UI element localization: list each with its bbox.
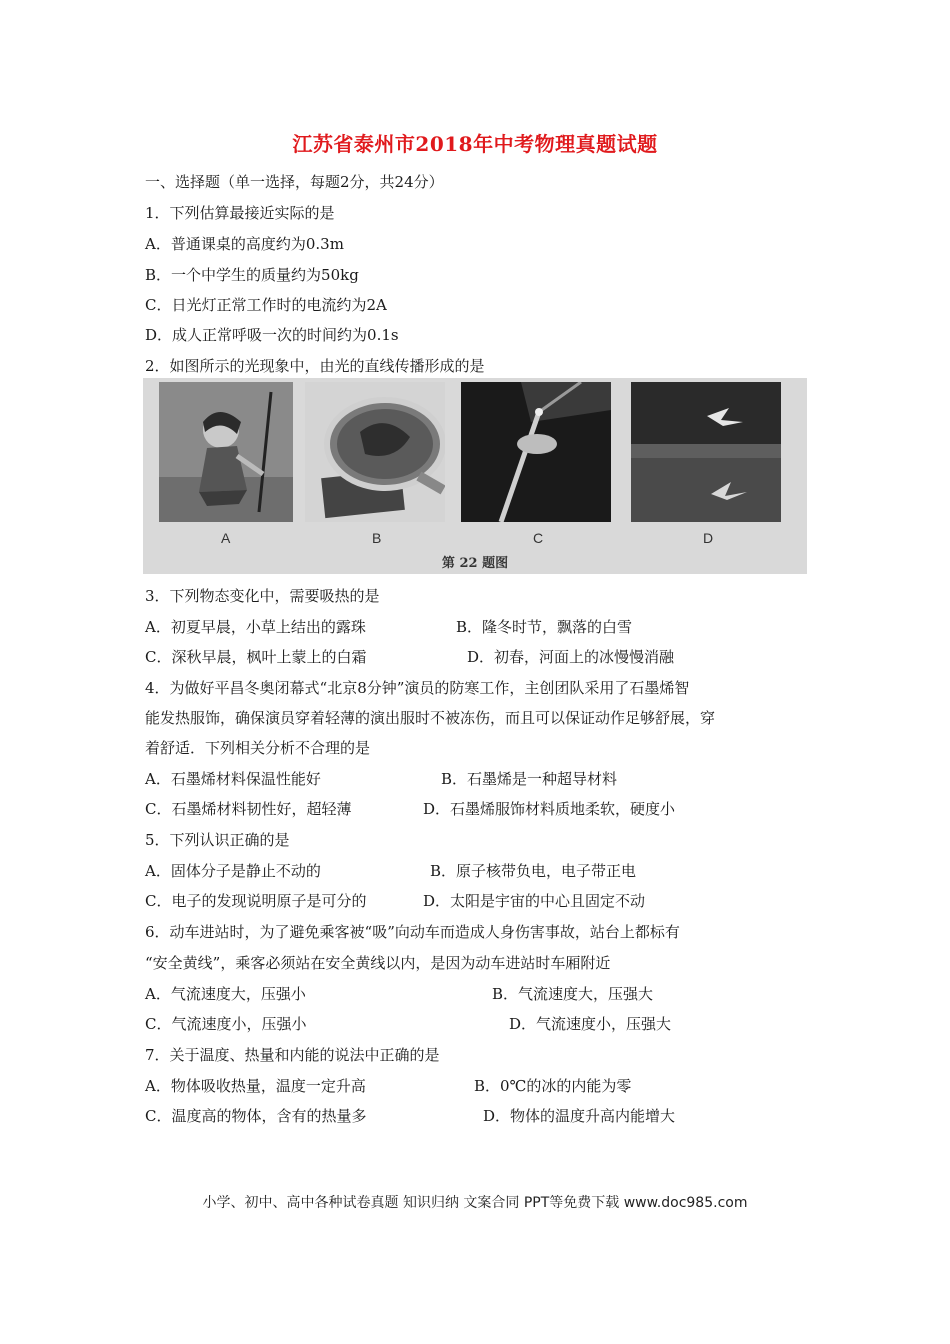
q2-stem: 2．如图所示的光现象中，由光的直线传播形成的是 bbox=[145, 357, 485, 375]
q4-option-d: D．石墨烯服饰材料质地柔软，硬度小 bbox=[423, 800, 676, 818]
q4-stem-line-2: 能发热服饰，确保演员穿着轻薄的演出服时不被冻伤，而且可以保证动作足够舒展，穿 bbox=[145, 709, 716, 727]
q4-option-a: A．石墨烯材料保温性能好 bbox=[145, 770, 321, 788]
q1-option-d: D．成人正常呼吸一次的时间约为0.1s bbox=[145, 326, 399, 344]
q7-stem: 7．关于温度、热量和内能的说法中正确的是 bbox=[145, 1046, 440, 1064]
q5-option-d: D．太阳是宇宙的中心且固定不动 bbox=[423, 892, 646, 910]
q1-option-b: B．一个中学生的质量约为50kg bbox=[145, 266, 359, 284]
q5-option-b: B．原子核带负电，电子带正电 bbox=[430, 862, 637, 880]
q1-option-c: C．日光灯正常工作时的电流约为2A bbox=[145, 296, 387, 314]
q3-option-a: A．初夏早晨，小草上结出的露珠 bbox=[145, 618, 366, 636]
q3-stem: 3．下列物态变化中，需要吸热的是 bbox=[145, 587, 380, 605]
q2-figure bbox=[143, 378, 807, 574]
panel-c-illustration bbox=[461, 382, 611, 522]
q3-option-d: D．初春，河面上的冰慢慢消融 bbox=[467, 648, 675, 666]
q7-option-b: B．0℃的冰的内能为零 bbox=[474, 1077, 632, 1095]
figure-label-a: A bbox=[221, 530, 231, 546]
q3-option-b: B．隆冬时节，飘落的白雪 bbox=[456, 618, 633, 636]
q6-stem-line-1: 6．动车进站时，为了避免乘客被“吸”向动车而造成人身伤害事故，站台上都标有 bbox=[145, 923, 680, 941]
figure-caption: 第 22 题图 bbox=[441, 556, 509, 571]
q6-stem-line-2: “安全黄线”，乘客必须站在安全黄线以内，是因为动车进站时车厢附近 bbox=[145, 954, 611, 972]
q4-option-c: C．石墨烯材料韧性好，超轻薄 bbox=[145, 800, 352, 818]
q5-option-a: A．固体分子是静止不动的 bbox=[145, 862, 321, 880]
q6-option-a: A．气流速度大，压强小 bbox=[145, 985, 306, 1003]
figure-label-c: C bbox=[533, 530, 544, 546]
q4-stem-line-1: 4．为做好平昌冬奥闭幕式“北京8分钟”演员的防寒工作，主创团队采用了石墨烯智 bbox=[145, 679, 690, 697]
q4-option-b: B．石墨烯是一种超导材料 bbox=[441, 770, 618, 788]
panel-a-illustration bbox=[159, 382, 293, 522]
q7-option-d: D．物体的温度升高内能增大 bbox=[483, 1107, 676, 1125]
q7-option-c: C．温度高的物体，含有的热量多 bbox=[145, 1107, 367, 1125]
section-heading: 一、选择题（单一选择，每题2分，共24分） bbox=[145, 173, 444, 191]
figure-label-d: D bbox=[703, 530, 714, 546]
figure-panel-a bbox=[159, 382, 293, 522]
q6-option-d: D．气流速度小，压强大 bbox=[509, 1015, 672, 1033]
q6-option-c: C．气流速度小，压强小 bbox=[145, 1015, 307, 1033]
q7-option-a: A．物体吸收热量，温度一定升高 bbox=[145, 1077, 366, 1095]
q1-option-a: A．普通课桌的高度约为0.3m bbox=[145, 235, 344, 253]
q3-option-c: C．深秋早晨，枫叶上蒙上的白霜 bbox=[145, 648, 367, 666]
q5-option-c: C．电子的发现说明原子是可分的 bbox=[145, 892, 367, 910]
q5-stem: 5．下列认识正确的是 bbox=[145, 831, 290, 849]
panel-b-illustration bbox=[305, 382, 445, 522]
panel-d-illustration bbox=[631, 382, 781, 522]
page-title: 江苏省泰州市2018年中考物理真题试题 bbox=[292, 132, 658, 156]
figure-panel-c bbox=[461, 382, 611, 522]
q4-stem-line-3: 着舒适．下列相关分析不合理的是 bbox=[145, 739, 371, 757]
q6-option-b: B．气流速度大，压强大 bbox=[492, 985, 654, 1003]
figure-label-b: B bbox=[372, 530, 382, 546]
footer-text: 小学、初中、高中各种试卷真题 知识归纳 文案合同 PPT等免费下载 www.doc985.com bbox=[202, 1195, 748, 1211]
figure-panel-b bbox=[305, 382, 445, 522]
figure-panel-d bbox=[631, 382, 781, 522]
q1-stem: 1．下列估算最接近实际的是 bbox=[145, 204, 335, 222]
